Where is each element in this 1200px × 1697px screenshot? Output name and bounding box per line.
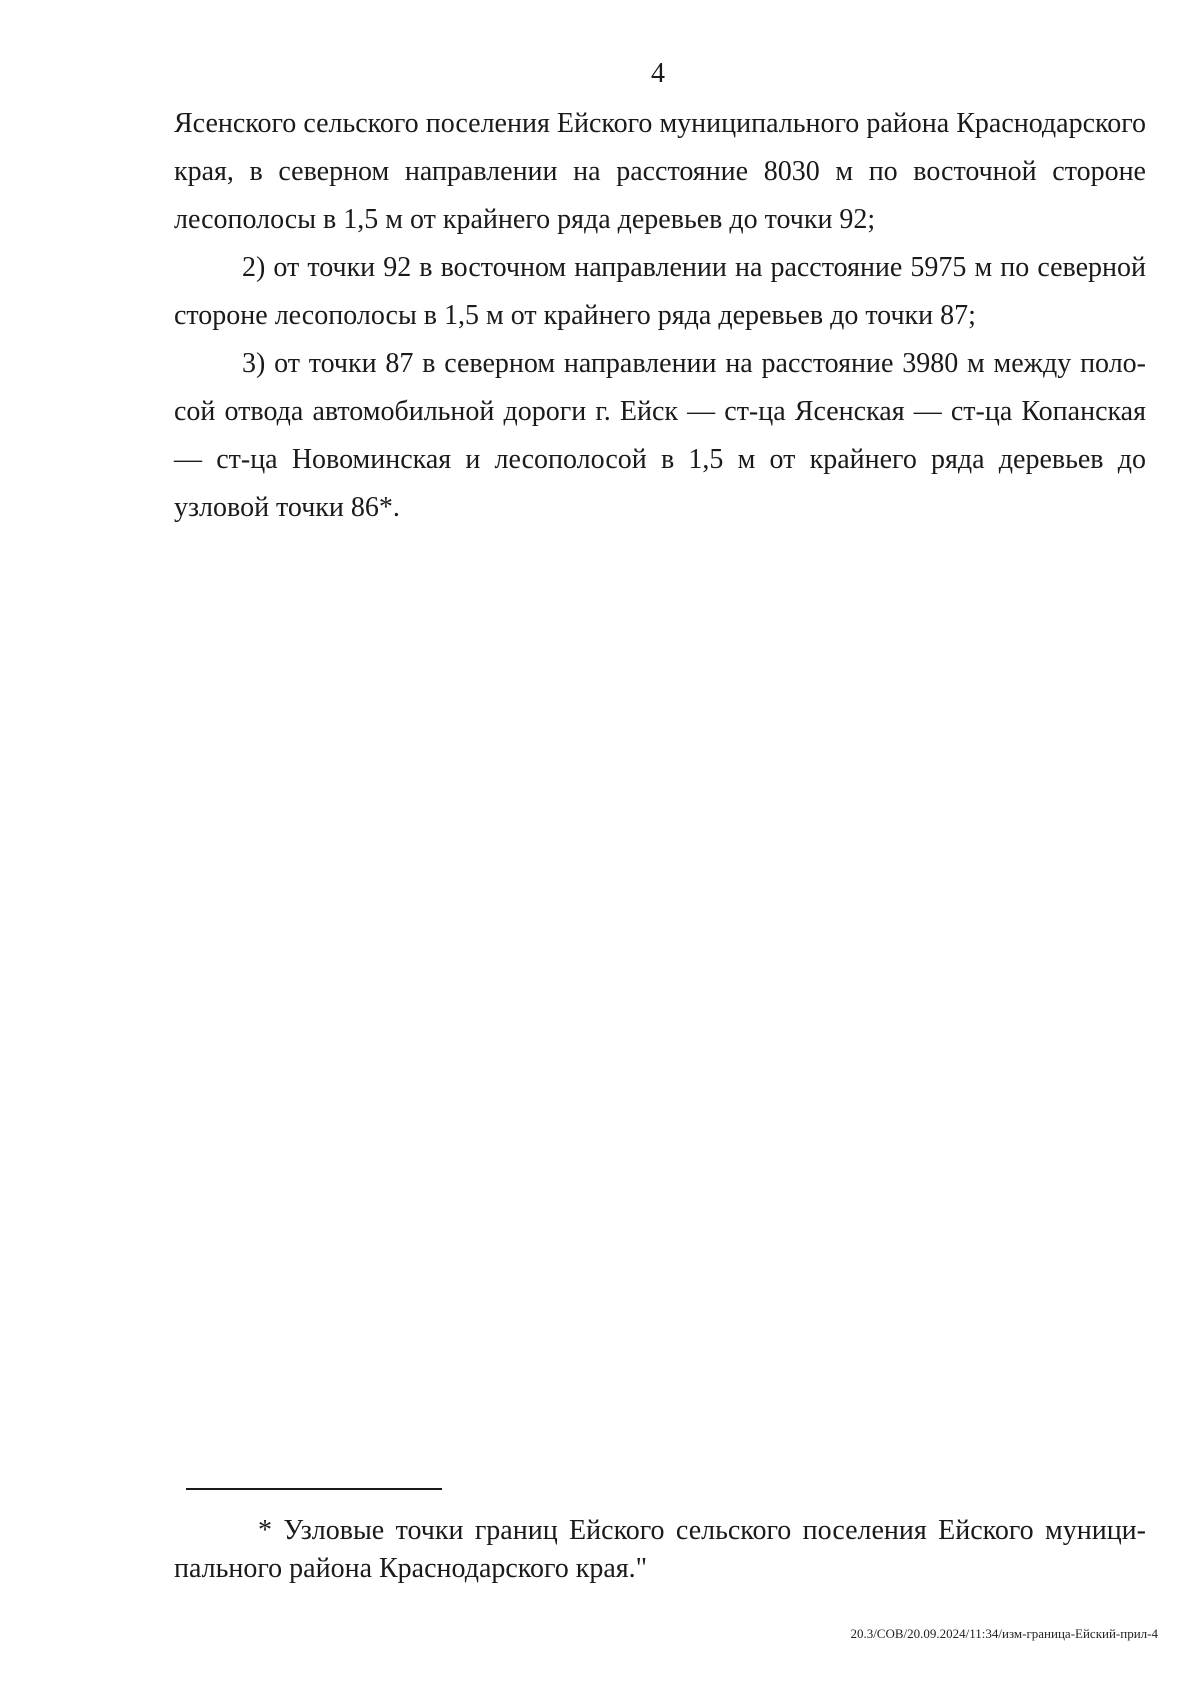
- paragraph-continuation: Ясенского сельского поселения Ейского муниципального района Краснодарского края, в северном направлении на расстояние 8030 м по восточной стороне лесополосы в 1,5 м от крайнего ряда деревьев до точки 92;: [174, 108, 1146, 235]
- footnote-separator: [186, 1488, 442, 1490]
- document-code: 20.3/СОВ/20.09.2024/11:34/изм-граница-Ейский-прил-4: [850, 1626, 1158, 1641]
- page-number: 4: [651, 58, 665, 89]
- body-text: [174, 100, 1146, 532]
- paragraph-item-2: 2) от точки 92 в восточном направлении на расстояние 5975 м по северной стороне лесополосы в 1,5 м от крайнего ряда деревьев до точки 87;: [174, 252, 1146, 331]
- paragraph-item-3: 3) от точки 87 в северном направлении на расстояние 3980 м между полосой отвода автомобильной дороги г. Ейск — ст-ца Ясенская — ст-ца Копанская — ст-ца Новоминская и лесополосой в 1,5 м от крайнего ряда деревьев до узловой точки 86*.: [174, 348, 1146, 523]
- footnote-text: * Узловые точки границ Ейского сельского поселения Ейского муниципального района Краснодарского края.": [174, 1515, 1146, 1584]
